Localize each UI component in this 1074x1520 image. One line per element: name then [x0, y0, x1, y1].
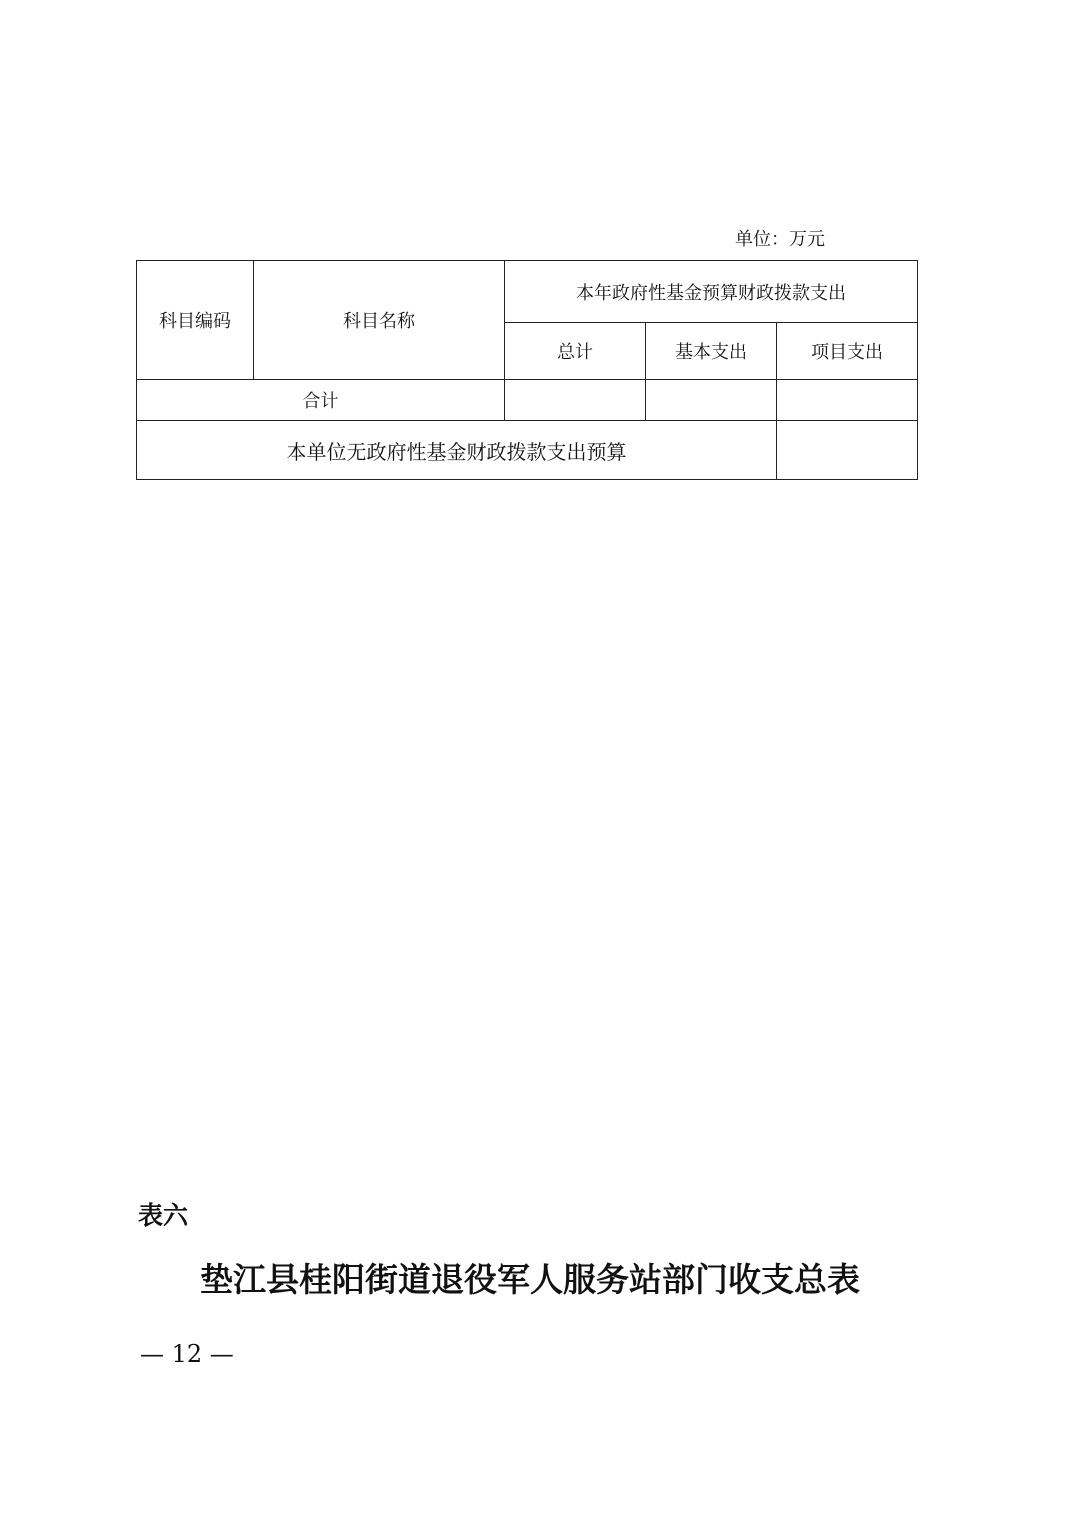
total-total-cell [505, 380, 646, 421]
header-group: 本年政府性基金预算财政拨款支出 [505, 261, 918, 323]
header-project: 项目支出 [777, 323, 918, 380]
note-value-cell [777, 421, 918, 480]
total-label: 合计 [137, 380, 505, 421]
total-project-cell [777, 380, 918, 421]
header-basic: 基本支出 [646, 323, 777, 380]
header-total: 总计 [505, 323, 646, 380]
header-name: 科目名称 [254, 261, 505, 380]
note-row [137, 421, 918, 480]
unit-label: 单位：万元 [735, 229, 825, 250]
table-number: 表六 [138, 1201, 189, 1230]
header-code: 科目编码 [137, 261, 254, 380]
header-row [137, 261, 918, 323]
total-row [137, 380, 918, 421]
page-number: — 12 — [140, 1340, 234, 1368]
total-basic-cell [646, 380, 777, 421]
note-text: 本单位无政府性基金财政拨款支出预算 [137, 421, 777, 480]
budget-table [136, 260, 918, 480]
document-title: 垫江县桂阳街道退役军人服务站部门收支总表 [200, 1260, 860, 1299]
